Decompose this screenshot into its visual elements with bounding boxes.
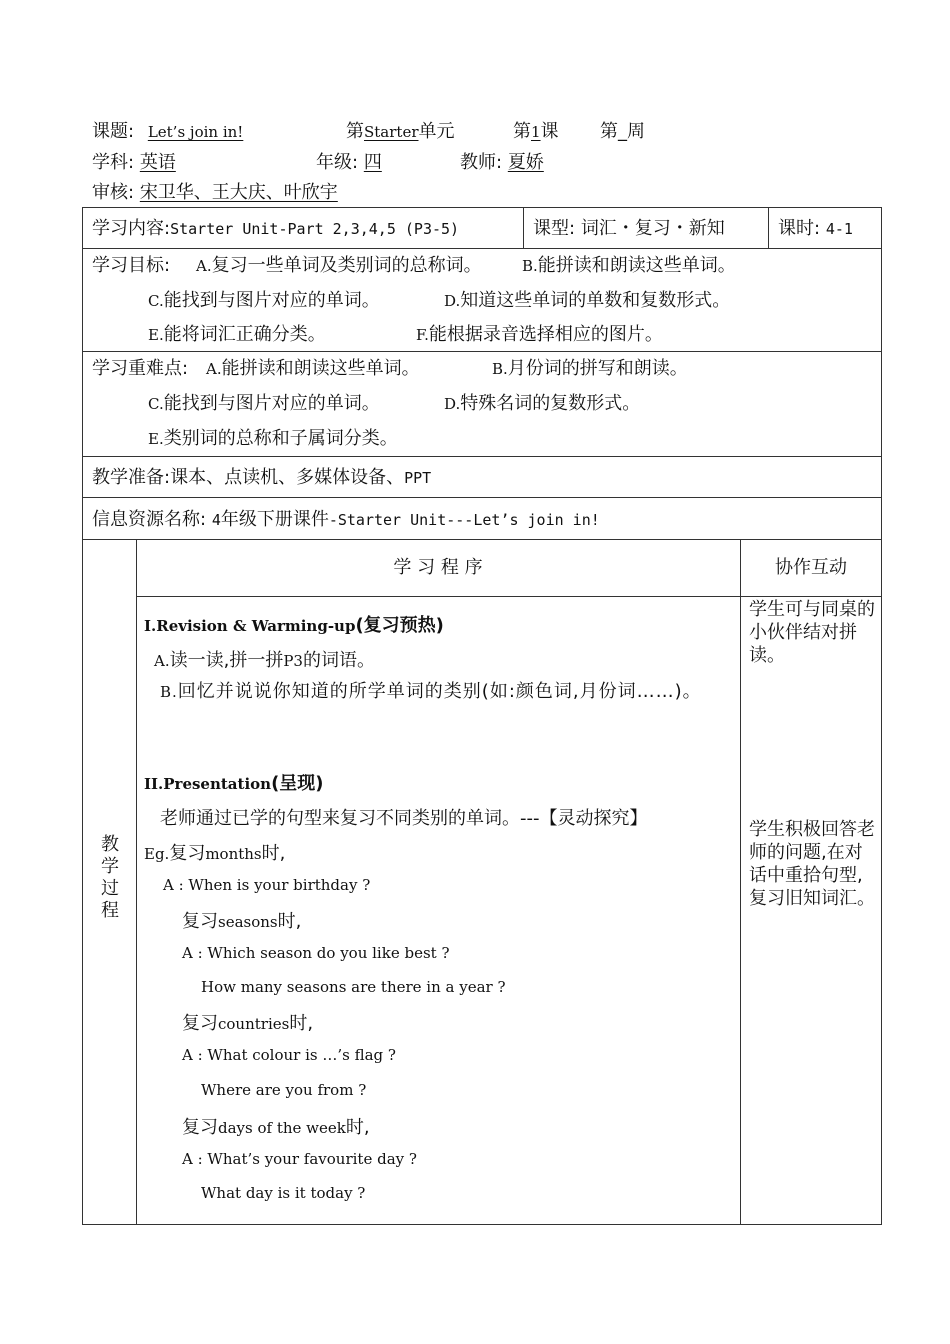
preparation-value: 课本、点读机、多媒体设备、 <box>170 467 405 488</box>
review-days: 复习days of the week时, <box>182 1117 370 1138</box>
goal-item: D.知道这些单词的单数和复数形式。 <box>444 290 731 311</box>
topic-label: 课题: <box>92 121 135 142</box>
keypoint-item: D.特殊名词的复数形式。 <box>444 393 641 414</box>
content-cell: 学习内容:Starter Unit-Part 2,3,4,5 (P3-5) <box>92 218 460 239</box>
question-months: A : When is your birthday ? <box>163 876 371 894</box>
keypoint-item: A.能拼读和朗读这些单词。 <box>206 358 420 379</box>
section1-title: I.Revision & Warming-up(复习预热) <box>144 615 444 636</box>
reviewer-value: 宋卫华、王大庆、叶欣宇 <box>139 182 338 203</box>
reviewer-field: 审核: 宋卫华、王大庆、叶欣宇 <box>92 182 338 203</box>
teacher-field: 教师: 夏娇 <box>460 152 544 173</box>
lesson-field: 第1课 <box>513 121 559 142</box>
question-seasons-1: A : Which season do you like best ? <box>182 944 450 962</box>
question-countries-1: A : What colour is …’s flag ? <box>182 1046 396 1064</box>
hours-cell: 课时: 4-1 <box>778 218 853 239</box>
unit-value: Starter <box>364 123 419 141</box>
goal-item: E.能将词汇正确分类。 <box>148 324 326 345</box>
question-days-1: A : What’s your favourite day ? <box>182 1150 417 1168</box>
interaction-note-1: 学生可与同桌的小伙伴结对拼读。 <box>749 599 875 666</box>
unit-field: 第Starter单元 <box>346 121 455 142</box>
topic-row <box>92 117 298 143</box>
question-countries-2: Where are you from ? <box>201 1081 367 1099</box>
goals-label: 学习目标: <box>92 255 171 276</box>
content-value: Starter Unit-Part 2,3,4,5 (P3-5) <box>170 220 460 238</box>
topic-value: Let’s join in! <box>147 123 244 141</box>
keypoint-item: C.能找到与图片对应的单词。 <box>148 393 380 414</box>
section1-item-b: B.回忆并说说你知道的所学单词的类别(如:颜色词,月份词……)。 <box>160 681 702 702</box>
process-header: 学 习 程 序 <box>393 557 483 578</box>
type-value: 词汇・复习・新知 <box>580 218 725 239</box>
review-countries: 复习countries时, <box>182 1013 314 1034</box>
subject-field: 学科: 英语 <box>92 152 176 173</box>
preparation-cell: 教学准备:课本、点读机、多媒体设备、PPT <box>92 467 432 488</box>
teacher-value: 夏娇 <box>507 152 544 173</box>
resources-cell: 信息资源名称: 4年级下册课件-Starter Unit---Let’s join in! <box>92 509 600 530</box>
review-seasons: 复习seasons时, <box>182 911 302 932</box>
question-days-2: What day is it today ? <box>201 1184 366 1202</box>
section1-item-a: A.读一读,拼一拼P3的词语。 <box>154 650 375 671</box>
eg-months: Eg.复习months时, <box>144 843 286 864</box>
week-field: 第_周 <box>600 121 645 142</box>
interaction-header: 协作互动 <box>775 557 847 578</box>
question-seasons-2: How many seasons are there in a year ? <box>201 978 506 996</box>
goal-item: F.能根据录音选择相应的图片。 <box>416 324 663 345</box>
keypoint-item: B.月份词的拼写和朗读。 <box>492 358 688 379</box>
subject-value: 英语 <box>139 152 176 173</box>
grade-field: 年级: 四 <box>316 152 382 173</box>
section2-intro: 老师通过已学的句型来复习不同类别的单词。---【灵动探究】 <box>160 808 648 829</box>
goal-item: C.能找到与图片对应的单词。 <box>148 290 380 311</box>
type-cell: 课型: 词汇・复习・新知 <box>533 218 725 239</box>
hours-value: 4-1 <box>825 220 853 238</box>
section2-title: II.Presentation(呈现) <box>144 773 324 794</box>
keypoint-item: E.类别词的总称和子属词分类。 <box>148 428 398 449</box>
process-side-label: 教 学 过 程 <box>101 834 119 921</box>
interaction-note-2: 学生积极回答老师的问题,在对话中重拾句型,复习旧知词汇。 <box>749 819 875 909</box>
lesson-value: 1 <box>531 123 541 141</box>
grade-value: 四 <box>363 152 382 173</box>
keypoints-label: 学习重难点: <box>92 358 189 379</box>
goal-item: B.能拼读和朗读这些单词。 <box>522 255 736 276</box>
goal-item: A.复习一些单词及类别词的总称词。 <box>196 255 482 276</box>
resources-value: 年级下册课件 <box>220 509 329 530</box>
